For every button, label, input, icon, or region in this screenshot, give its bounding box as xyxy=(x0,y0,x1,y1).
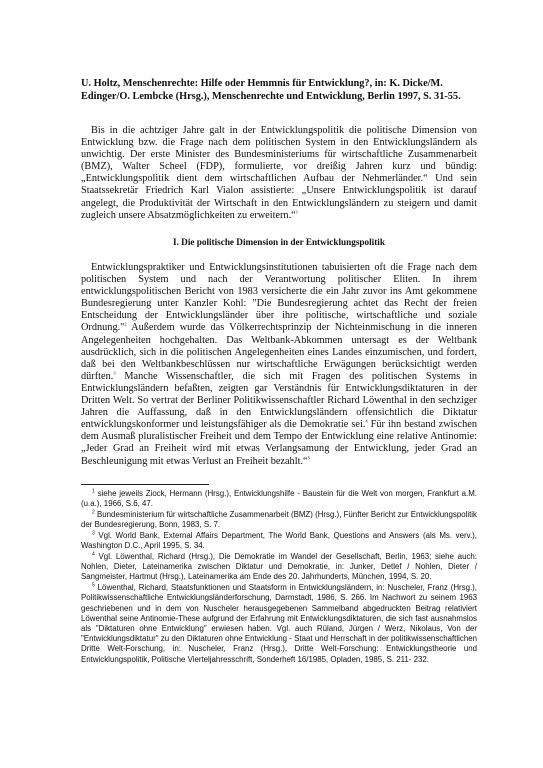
footnote-3 xyxy=(81,531,477,551)
footnotes xyxy=(81,489,477,665)
footnote-2 xyxy=(81,510,477,530)
footnote-text: Bundesministerium für wirtschaftliche Zusammenarbeit (BMZ) (Hrsg.), Fünfter Bericht zur Entwicklungspolitik der Bundesregierung, Bonn, 1983, S. 7. xyxy=(81,510,477,530)
footnote-ref-5: 5 xyxy=(307,455,310,461)
footnote-number: 2 xyxy=(92,509,95,516)
footnote-5 xyxy=(81,583,477,665)
body-paragraph xyxy=(81,262,477,468)
footnote-text: Vgl. World Bank, External Affairs Department, The World Bank, Questions and Answers (als Ms. verv.), Washington D.C., April 1995, S. 34. xyxy=(81,531,477,551)
footnote-number: 3 xyxy=(92,530,95,537)
body-sentence-3: Manche Wissenschaftler, die sich mit Fragen des politischen Systems in Entwicklungsländern befaßten, zeigten gar Verständnis für Entwicklungsdiktaturen in der Dritten Welt. So vertrat der Berliner Politikwissenschaftler Richard Löwenthal in den sechziger Jahren die Auffassung, daß in den Entwicklungsländern offensichtlich die Diktatur entwicklungskonformer und leistungsfähiger als die Demokratie sei. xyxy=(81,370,477,431)
footnote-text: siehe jeweils Ziock, Hermann (Hrsg.), Entwicklungshilfe - Baustein für die Welt von morgen, Frankfurt a.M. (u.a.), 1966, S.6, 47. xyxy=(81,489,477,509)
footnote-ref-2: 2 xyxy=(124,322,127,328)
footnote-number: 1 xyxy=(92,488,95,495)
body-sentence-4: Für ihn bestand zwischen dem Ausmaß pluralistischer Freiheit und dem Tempo der Entwicklung eine relative Antinomie: „Jeder Grad an Freiheit wird mit etwas Verlangsamung der Entwicklung, jeder Grad an Beschleunigung mit etwas Verlust an Freiheit bezahlt.“ xyxy=(81,419,477,467)
footnote-ref-4: 4 xyxy=(365,418,368,424)
body-sentence-2: Außerdem wurde das Völkerrechtsprinzip der Nichteinmischung in die inneren Angelegenheiten hochgehalten. Das Weltbank-Abkommen untersagt es der Weltbank ausdrücklich, sich in die politischen Angelegenheiten eines Landes einzumischen, und fordert, daß bei den Weltbankbeschlüssen nur wirtschaftliche Erwägungen berücksichtigt werden dürften. xyxy=(81,322,477,382)
footnote-4 xyxy=(81,552,477,583)
footnote-number: 4 xyxy=(92,551,95,558)
intro-paragraph xyxy=(81,125,477,222)
bibliographic-citation: U. Holtz, Menschenrechte: Hilfe oder Hemmnis für Entwicklung?, in: K. Dicke/M. Edinger/O. Lembcke (Hrsg.), Menschenrechte und Entwicklung, Berlin 1997, S. 31-55. xyxy=(81,78,461,102)
section-heading: I. Die politische Dimension in der Entwicklungspolitik xyxy=(173,237,385,247)
body-sentence-1: Entwicklungspraktiker und Entwicklungsinstitutionen tabuisierten oft die Frage nach dem politischen System und nach der Verantwortung politischer Eliten. In ihrem entwicklungspolitischen Bericht von 1983 versicherte die ein Jahr zuvor ins Amt gekommene Bundesregierung unter Kanzler Kohl: "Die Bundesregierung achtet das Recht der freien Entscheidung der Entwicklungsländer über ihre politische, wirtschaftliche und soziale Ordnung." xyxy=(81,262,477,334)
footnote-1 xyxy=(81,489,477,509)
footnote-separator xyxy=(81,484,209,485)
footnote-ref-1: 1 xyxy=(295,209,298,215)
footnote-ref-3: 3 xyxy=(113,370,116,376)
footnote-text: Vgl. Löwenthal, Richard (Hrsg.), Die Demokratie im Wandel der Gesellschaft, Berlin, 1963; siehe auch: Nohlen, Dieter, Lateinamerika zwischen Diktatur und Demokratie, in: Junker, Detlef / Nohlen, Dieter / Sangmeister, Hartmut (Hrsg.), Lateinamerika am Ende des 20. Jahrhunderts, München, 1994, S. 20. xyxy=(81,552,477,582)
footnote-number: 5 xyxy=(92,582,95,589)
intro-text: Bis in die achtziger Jahre galt in der Entwicklungspolitik die politische Dimension von Entwicklung bzw. die Frage nach dem politischen System in den Entwicklungsländern als unwichtig. Der erste Minister des Bundesministeriums für wirtschaftliche Zusammenarbeit (BMZ), Walter Scheel (FDP), formulierte, vor dreißig Jahren kurz und bündig: „Entwicklungspolitik dient dem wirtschaftlichen Aufbau der Nehmerländer.“ Und sein Staatssekretär Friedrich Karl Vialon assistierte: „Unsere Entwicklungspolitik ist darauf angelegt, die Produktivität der Wirtschaft in den Entwicklungsländern zu steigern und damit zugleich unsere Absatzmöglichkeiten zu erweitern.“ xyxy=(81,125,477,221)
footnote-text: Löwenthal, Richard, Staatsfunktionen und Staatsform in Entwicklungsländern, in: Nuscheler, Franz (Hrsg.), Politikwissenschaftliche Entwicklungsländerforschung, Darmstadt, 1986, S. 266. Im Nachwort zu seinem 1963 geschriebenen und in dem von Nuscheler herausgegebenen Sammelband abgedruckten Beitrag relativiert Löwenthal seine Antinomie-These aufgrund der Erfahrung mit Entwicklungsdiktaturen, die sich fast ausnahmslos als "Diktaturen ohne Entwicklung" erwiesen haben. Vgl. auch Rüland, Jürgen / Werz, Nikolaus, Von der "Entwicklungsdiktatur" zu den Diktaturen ohne Entwicklung - Staat und Herrschaft in der politikwissenschaftlichen Dritte Welt-Forschung, in: Nuscheler, Franz (Hrsg.), Dritte Welt-Forschung: Entwicklungstheorie und Entwicklungspolitik, Politische Vierteljahresschrift, Sonderheft 16/1985, Opladen, 1985, S. 211- 232. xyxy=(81,583,477,664)
